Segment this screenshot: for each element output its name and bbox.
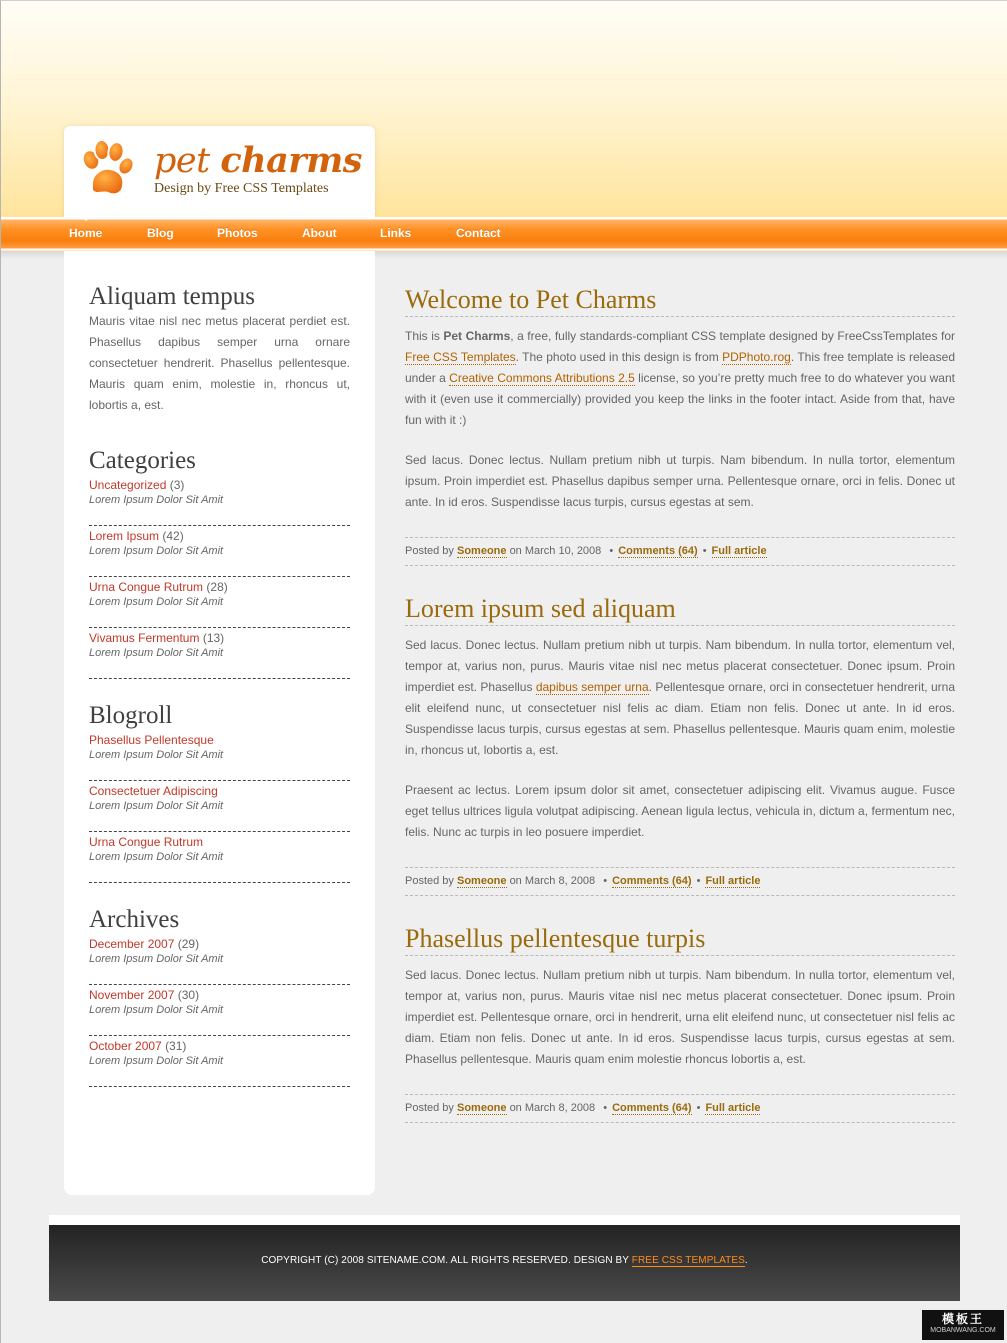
pdphoto-link[interactable]: PDPhoto.rog xyxy=(722,350,791,364)
intro-text: Mauris vitae nisl nec metus placerat perdiet est. Phasellus dapibus semper urna ornare consectetuer hendrerit. Phasellus pellentesque. Mauris quam enim, molestie in, rhoncus ut, lobortis a, est. xyxy=(89,314,350,412)
site-title-light: pet xyxy=(154,141,210,181)
footer xyxy=(49,1225,960,1301)
blogroll-sub: Lorem Ipsum Dolor Sit Amit xyxy=(89,800,224,812)
category-sub: Lorem Ipsum Dolor Sit Amit xyxy=(89,545,224,557)
post-paragraph: Praesent ac lectus. Lorem ipsum dolor sit amet, consectetuer adipiscing elit. Vivamus augue. Fusce eget tellus ultrices ligula volutpat adipiscing. Aenean ligula lectus, vehicula in, dictum a, fermentum nec, felis. Nunc ac turpis in leo posuere imperdiet. xyxy=(405,783,955,839)
full-article-link[interactable]: Full article xyxy=(705,1102,761,1114)
separator-dot: • xyxy=(603,1102,608,1114)
list-item xyxy=(89,475,350,526)
archive-count: (30) xyxy=(177,988,200,1002)
category-link[interactable]: Vivamus Fermentum xyxy=(89,631,200,645)
list-item xyxy=(89,1036,350,1087)
archive-link[interactable]: November 2007 xyxy=(89,988,175,1002)
footer-top-strip xyxy=(49,1215,960,1225)
nav-label: Home xyxy=(69,226,103,240)
post xyxy=(405,924,955,1123)
categories-heading: Categories xyxy=(89,447,196,474)
list-item xyxy=(89,730,350,781)
nav-item-home[interactable] xyxy=(69,217,102,251)
categories-section xyxy=(89,447,350,679)
nav-label: Links xyxy=(380,226,412,240)
category-link[interactable]: Uncategorized xyxy=(89,478,167,492)
separator-dot: • xyxy=(696,1102,701,1114)
nav-item-contact[interactable] xyxy=(456,217,501,251)
post-body xyxy=(405,965,955,1070)
post-meta xyxy=(405,537,955,566)
list-item xyxy=(89,934,350,985)
post-title[interactable]: Lorem ipsum sed aliquam xyxy=(405,594,955,626)
text-span: Sed lacus. Donec lectus. Nullam pretium nibh ut turpis. Nam bibendum. In nulla tortor, elementum vel, tempor at, varius non, purus. Mauris vitae nisl nec metus placerat consectetuer. Donec ipsum. Proin imperdiet est. Phasellus xyxy=(405,638,955,694)
dapibus-link[interactable]: dapibus semper urna xyxy=(535,680,649,694)
nav-label: Contact xyxy=(456,226,501,240)
archives-heading: Archives xyxy=(89,906,180,933)
blogroll-link[interactable]: Phasellus Pellentesque xyxy=(89,733,214,747)
category-count: (13) xyxy=(202,631,225,645)
archive-link[interactable]: October 2007 xyxy=(89,1039,162,1053)
nav-item-photos[interactable] xyxy=(217,217,258,251)
comments-link[interactable]: Comments (64) xyxy=(612,875,692,887)
archive-count: (31) xyxy=(165,1039,187,1053)
watermark-logo xyxy=(922,1310,1004,1340)
post-meta xyxy=(405,867,955,896)
site-tagline: Design by Free CSS Templates xyxy=(154,181,329,196)
nav-label: About xyxy=(302,226,337,240)
post-title[interactable]: Phasellus pellentesque turpis xyxy=(405,924,955,956)
comments-link[interactable]: Comments (64) xyxy=(612,1102,692,1114)
active-pointer-icon xyxy=(82,217,90,221)
list-item xyxy=(89,526,350,577)
text-span: license, so you’re pretty much free to do whatever you want with it (even use it commercially) provided you keep the links in the footer intact. Aside from that, have fun with it :) xyxy=(405,371,955,427)
list-item xyxy=(89,628,350,679)
watermark-main: 模板王 xyxy=(941,1312,984,1326)
archive-sub: Lorem Ipsum Dolor Sit Amit xyxy=(89,1004,224,1016)
category-sub: Lorem Ipsum Dolor Sit Amit xyxy=(89,494,224,506)
post-body xyxy=(405,635,955,843)
separator-dot: • xyxy=(609,545,614,557)
post-paragraph: Sed lacus. Donec lectus. Nullam pretium nibh ut turpis. Nam bibendum. In nulla tortor, elementum vel, tempor at, varius non, purus. Mauris vitae nisl nec metus placerat consectetuer. Donec ipsum. Proin imperdiet est. Pellentesque ornare, orci in hendrerit, urna elit eleifend nunc, ut consectetuer nisl felis ac diam. Etiam non felis. Donec ut ante. In id eros. Suspendisse lacus turpis, cursus egestas at sem. Phasellus pellentesque. Mauris quam enim molestie rhoncus lobortis a, est. xyxy=(405,968,955,1066)
intro-heading: Aliquam tempus xyxy=(89,283,255,310)
archives-section xyxy=(89,906,350,1087)
category-sub: Lorem Ipsum Dolor Sit Amit xyxy=(89,596,224,608)
full-article-link[interactable]: Full article xyxy=(705,875,761,887)
text-span: This is xyxy=(405,329,444,343)
blogroll-link[interactable]: Consectetuer Adipiscing xyxy=(89,784,218,798)
author-link[interactable]: Someone xyxy=(456,545,507,557)
full-article-link[interactable]: Full article xyxy=(711,545,767,557)
footer-templates-link[interactable]: FREE CSS TEMPLATES xyxy=(631,1255,745,1266)
category-count: (3) xyxy=(169,478,185,492)
blogroll-link[interactable]: Urna Congue Rutrum xyxy=(89,835,204,849)
text-span: . The photo used in this design is from xyxy=(515,350,723,364)
archives-list xyxy=(89,934,350,1087)
category-link[interactable]: Urna Congue Rutrum xyxy=(89,580,204,594)
category-link[interactable]: Lorem Ipsum xyxy=(89,529,160,543)
posted-by-label: Posted by xyxy=(405,545,454,557)
blogroll-list xyxy=(89,730,350,883)
separator-dot: • xyxy=(603,875,608,887)
text-span: . This free template is released under a xyxy=(405,350,955,385)
comments-link[interactable]: Comments (64) xyxy=(618,545,698,557)
posted-by-label: Posted by xyxy=(405,1102,454,1114)
category-sub: Lorem Ipsum Dolor Sit Amit xyxy=(89,647,224,659)
categories-list xyxy=(89,475,350,679)
nav-label: Photos xyxy=(217,226,258,240)
archive-link[interactable]: December 2007 xyxy=(89,937,175,951)
footer-end: . xyxy=(744,1255,748,1266)
archive-count: (29) xyxy=(177,937,200,951)
blogroll-sub: Lorem Ipsum Dolor Sit Amit xyxy=(89,851,224,863)
posted-by-label: Posted by xyxy=(405,875,454,887)
post-paragraph xyxy=(405,635,955,761)
nav-item-about[interactable] xyxy=(302,217,337,251)
post-paragraph xyxy=(405,326,955,431)
author-link[interactable]: Someone xyxy=(456,875,507,887)
list-item xyxy=(89,832,350,883)
post-title[interactable]: Welcome to Pet Charms xyxy=(405,285,955,317)
paw-logo-icon[interactable] xyxy=(78,138,136,202)
post xyxy=(405,594,955,896)
logo-box xyxy=(64,126,375,218)
bold-text: Pet Charms xyxy=(443,329,511,343)
blogroll-section xyxy=(89,702,350,883)
blogroll-sub: Lorem Ipsum Dolor Sit Amit xyxy=(89,749,224,761)
watermark-sub: MOBANWANG.COM xyxy=(930,1327,996,1334)
archive-sub: Lorem Ipsum Dolor Sit Amit xyxy=(89,1055,224,1067)
site-title[interactable] xyxy=(154,140,362,181)
intro-section xyxy=(89,283,350,416)
sidebar xyxy=(64,251,375,1195)
creative-commons-link[interactable]: Creative Commons Attributions 2.5 xyxy=(449,371,635,385)
post-paragraph: Sed lacus. Donec lectus. Nullam pretium nibh ut turpis. Nam bibendum. In nulla tortor, elementum ipsum. Proin imperdiet est. Phasellus dapibus semper urna. Pellentesque ornare, orci in felis. Donec ut ante. In id eros. Suspendisse lacus turpis, cursus egestas at sem. xyxy=(405,453,955,509)
archive-sub: Lorem Ipsum Dolor Sit Amit xyxy=(89,953,224,965)
category-count: (28) xyxy=(206,580,228,594)
copyright-text: COPYRIGHT (C) 2008 SITENAME.COM. ALL RIGHTS RESERVED. DESIGN BY xyxy=(261,1255,632,1266)
text-span: , a free, fully standards-compliant CSS template designed by FreeCssTemplates for xyxy=(510,329,955,343)
free-css-templates-link[interactable]: Free CSS Templates xyxy=(405,350,516,364)
post-date: on March 8, 2008 xyxy=(509,1102,596,1114)
site-title-bold: charms xyxy=(220,140,362,181)
separator-dot: • xyxy=(696,875,701,887)
separator-dot: • xyxy=(702,545,707,557)
list-item xyxy=(89,577,350,628)
nav-item-blog[interactable] xyxy=(147,217,174,251)
list-item xyxy=(89,781,350,832)
post-date: on March 10, 2008 xyxy=(509,545,602,557)
text-span: . Pellentesque ornare, orci in consectetuer hendrerit, urna elit eleifend nunc, ut consectetuer nisl felis ac diam. Etiam non felis. Donec ut ante. In id eros. Suspendisse lacus turpis, cursus egestas at sem. Phasellus pellentesque. Mauris quam enim, molestie in, rhoncus ut, lobortis a, est. xyxy=(405,680,956,757)
category-count: (42) xyxy=(162,529,184,543)
list-item xyxy=(89,985,350,1036)
post-body xyxy=(405,326,955,513)
author-link[interactable]: Someone xyxy=(456,1102,507,1114)
main-nav xyxy=(1,217,1007,251)
post xyxy=(405,285,955,566)
nav-label: Blog xyxy=(147,226,174,240)
post-date: on March 8, 2008 xyxy=(509,875,596,887)
blogroll-heading: Blogroll xyxy=(89,702,173,729)
nav-item-links[interactable] xyxy=(380,217,411,251)
post-meta xyxy=(405,1094,955,1123)
